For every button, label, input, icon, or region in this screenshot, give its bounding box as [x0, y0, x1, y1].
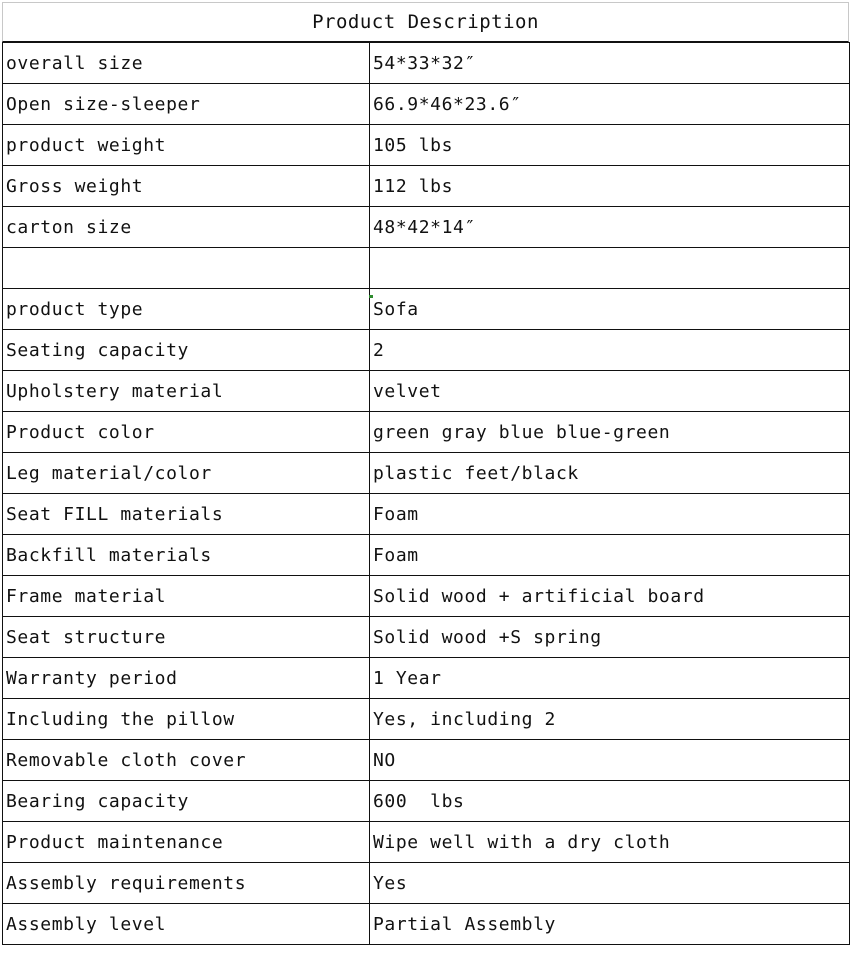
- spec-value: 48*42*14″: [370, 207, 850, 248]
- empty-row: [3, 248, 850, 289]
- table-title: Product Description: [2, 2, 849, 42]
- spec-label: Including the pillow: [3, 699, 370, 740]
- spec-label: Removable cloth cover: [3, 740, 370, 781]
- spec-label: Frame material: [3, 576, 370, 617]
- spec-value: Yes, including 2: [370, 699, 850, 740]
- table-row: [3, 494, 850, 535]
- spec-label: product weight: [3, 125, 370, 166]
- table-row: [3, 289, 850, 330]
- spec-value: 66.9*46*23.6″: [370, 84, 850, 125]
- spec-label: Upholstery material: [3, 371, 370, 412]
- spec-label: Seat structure: [3, 617, 370, 658]
- spec-value: Solid wood +S spring: [370, 617, 850, 658]
- spec-label: Open size-sleeper: [3, 84, 370, 125]
- spec-value: 1 Year: [370, 658, 850, 699]
- spec-label: Product color: [3, 412, 370, 453]
- table-row: [3, 207, 850, 248]
- spec-value: NO: [370, 740, 850, 781]
- spec-value: plastic feet/black: [370, 453, 850, 494]
- table-row: [3, 43, 850, 84]
- spec-value: Wipe well with a dry cloth: [370, 822, 850, 863]
- table-row: [3, 535, 850, 576]
- table-row: [3, 84, 850, 125]
- table-row: [3, 576, 850, 617]
- spec-value: 112 lbs: [370, 166, 850, 207]
- spec-label: carton size: [3, 207, 370, 248]
- spec-value: Foam: [370, 535, 850, 576]
- spec-label: Seating capacity: [3, 330, 370, 371]
- spec-value: Foam: [370, 494, 850, 535]
- spec-value: 105 lbs: [370, 125, 850, 166]
- spec-label: Product maintenance: [3, 822, 370, 863]
- table-row: [3, 904, 850, 945]
- spec-label: Warranty period: [3, 658, 370, 699]
- table-row: [3, 371, 850, 412]
- spec-label: Bearing capacity: [3, 781, 370, 822]
- spec-label: Gross weight: [3, 166, 370, 207]
- spec-value: Yes: [370, 863, 850, 904]
- spec-label: Leg material/color: [3, 453, 370, 494]
- spec-value: [370, 248, 850, 289]
- spec-value: 54*33*32″: [370, 43, 850, 84]
- table-row: [3, 617, 850, 658]
- spec-value: velvet: [370, 371, 850, 412]
- cell-comment-indicator: [369, 295, 373, 298]
- spec-label: Assembly level: [3, 904, 370, 945]
- spec-value: Partial Assembly: [370, 904, 850, 945]
- table-row: [3, 863, 850, 904]
- spec-label: Backfill materials: [3, 535, 370, 576]
- table-row: [3, 125, 850, 166]
- table-row: [3, 412, 850, 453]
- spec-value: green gray blue blue-green: [370, 412, 850, 453]
- spec-value: 600 lbs: [370, 781, 850, 822]
- spec-label: Assembly requirements: [3, 863, 370, 904]
- table-row: [3, 166, 850, 207]
- table-row: [3, 740, 850, 781]
- table-row: [3, 658, 850, 699]
- table-row: [3, 822, 850, 863]
- spec-label: product type: [3, 289, 370, 330]
- spec-label: overall size: [3, 43, 370, 84]
- spec-value: Sofa: [370, 289, 850, 330]
- table-row: [3, 699, 850, 740]
- spec-label: Seat FILL materials: [3, 494, 370, 535]
- table-row: [3, 453, 850, 494]
- table-row: [3, 781, 850, 822]
- spec-value: 2: [370, 330, 850, 371]
- spec-table: [2, 42, 850, 945]
- table-row: [3, 330, 850, 371]
- spec-value: Solid wood + artificial board: [370, 576, 850, 617]
- spec-label: [3, 248, 370, 289]
- product-description-sheet: [2, 2, 849, 945]
